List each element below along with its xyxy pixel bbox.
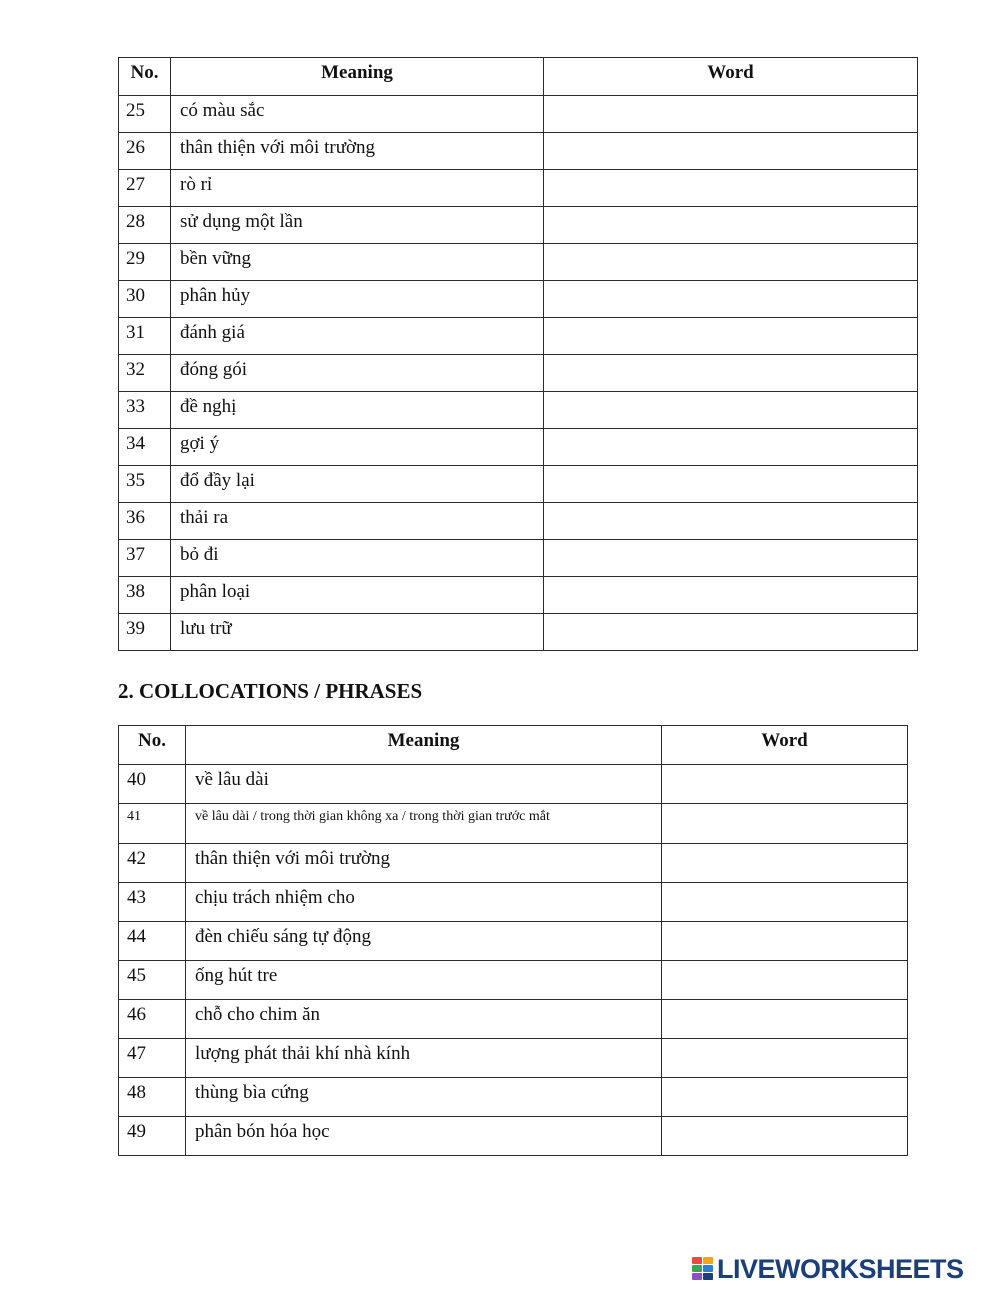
logo-square	[703, 1273, 713, 1280]
row-number: 48	[119, 1078, 186, 1117]
row-number: 27	[119, 170, 171, 207]
header-word: Word	[662, 726, 908, 765]
row-word-answer[interactable]	[662, 765, 908, 804]
table-row	[119, 429, 918, 466]
table-row	[119, 765, 908, 804]
table-row	[119, 207, 918, 244]
row-word-answer[interactable]	[662, 1000, 908, 1039]
row-meaning: về lâu dài / trong thời gian không xa / trong thời gian trước mắt	[186, 804, 662, 844]
liveworksheets-logo	[692, 1254, 964, 1284]
liveworksheets-logo-icon	[692, 1257, 714, 1281]
row-number: 29	[119, 244, 171, 281]
table-row	[119, 466, 918, 503]
header-meaning: Meaning	[171, 58, 544, 96]
section-heading: 2. COLLOCATIONS / PHRASES	[118, 679, 423, 703]
row-meaning: chịu trách nhiệm cho	[186, 883, 662, 922]
row-meaning: về lâu dài	[186, 765, 662, 804]
row-number: 40	[119, 765, 186, 804]
row-word-answer[interactable]	[544, 133, 918, 170]
row-word-answer[interactable]	[544, 614, 918, 651]
table-row	[119, 170, 918, 207]
row-number: 46	[119, 1000, 186, 1039]
row-word-answer[interactable]	[662, 844, 908, 883]
table-row	[119, 1117, 908, 1156]
header-meaning: Meaning	[186, 726, 662, 765]
row-meaning: bỏ đi	[171, 540, 544, 577]
row-word-answer[interactable]	[662, 922, 908, 961]
row-number: 35	[119, 466, 171, 503]
row-number: 31	[119, 318, 171, 355]
logo-square	[692, 1265, 702, 1272]
table-row	[119, 1039, 908, 1078]
row-number: 47	[119, 1039, 186, 1078]
row-meaning: ống hút tre	[186, 961, 662, 1000]
table-header-row	[119, 726, 908, 765]
table-row	[119, 804, 908, 844]
table-row	[119, 96, 918, 133]
table-header-row	[119, 58, 918, 96]
row-meaning: lượng phát thải khí nhà kính	[186, 1039, 662, 1078]
row-meaning: chỗ cho chim ăn	[186, 1000, 662, 1039]
row-meaning: đèn chiếu sáng tự động	[186, 922, 662, 961]
row-meaning: rò rỉ	[171, 170, 544, 207]
row-word-answer[interactable]	[662, 883, 908, 922]
row-number: 28	[119, 207, 171, 244]
row-word-answer[interactable]	[662, 1117, 908, 1156]
row-number: 41	[119, 804, 186, 844]
row-number: 38	[119, 577, 171, 614]
row-meaning: phân loại	[171, 577, 544, 614]
row-word-answer[interactable]	[662, 1078, 908, 1117]
table-row	[119, 577, 918, 614]
table-row	[119, 1000, 908, 1039]
row-number: 43	[119, 883, 186, 922]
table-row	[119, 883, 908, 922]
row-number: 39	[119, 614, 171, 651]
row-meaning: đổ đầy lại	[171, 466, 544, 503]
row-word-answer[interactable]	[544, 244, 918, 281]
vocabulary-table	[118, 57, 918, 651]
row-meaning: đóng gói	[171, 355, 544, 392]
row-word-answer[interactable]	[544, 170, 918, 207]
row-word-answer[interactable]	[544, 429, 918, 466]
row-meaning: đề nghị	[171, 392, 544, 429]
row-word-answer[interactable]	[662, 804, 908, 844]
row-word-answer[interactable]	[544, 318, 918, 355]
row-number: 32	[119, 355, 171, 392]
logo-square	[703, 1265, 713, 1272]
collocations-table	[118, 725, 908, 1156]
row-meaning: lưu trữ	[171, 614, 544, 651]
row-meaning: phân hủy	[171, 281, 544, 318]
row-meaning: đánh giá	[171, 318, 544, 355]
table-row	[119, 355, 918, 392]
table-row	[119, 318, 918, 355]
row-number: 30	[119, 281, 171, 318]
table-row	[119, 922, 908, 961]
row-meaning: bền vững	[171, 244, 544, 281]
table-row	[119, 503, 918, 540]
row-number: 25	[119, 96, 171, 133]
table-row	[119, 961, 908, 1000]
logo-text: LIVEWORKSHEETS	[717, 1254, 964, 1284]
table-row	[119, 540, 918, 577]
table-row	[119, 244, 918, 281]
logo-square	[703, 1257, 713, 1264]
row-word-answer[interactable]	[544, 466, 918, 503]
row-number: 45	[119, 961, 186, 1000]
row-number: 26	[119, 133, 171, 170]
row-number: 49	[119, 1117, 186, 1156]
row-meaning: thân thiện với môi trường	[171, 133, 544, 170]
row-word-answer[interactable]	[662, 961, 908, 1000]
row-meaning: thùng bìa cứng	[186, 1078, 662, 1117]
logo-square	[692, 1257, 702, 1264]
row-meaning: phân bón hóa học	[186, 1117, 662, 1156]
row-meaning: thân thiện với môi trường	[186, 844, 662, 883]
row-meaning: sử dụng một lần	[171, 207, 544, 244]
row-number: 33	[119, 392, 171, 429]
logo-square	[692, 1273, 702, 1280]
row-number: 42	[119, 844, 186, 883]
row-word-answer[interactable]	[544, 96, 918, 133]
row-number: 36	[119, 503, 171, 540]
table-row	[119, 614, 918, 651]
row-number: 37	[119, 540, 171, 577]
row-word-answer[interactable]	[544, 207, 918, 244]
row-number: 34	[119, 429, 171, 466]
row-word-answer[interactable]	[544, 540, 918, 577]
header-word: Word	[544, 58, 918, 96]
table-row	[119, 281, 918, 318]
table-row	[119, 844, 908, 883]
header-no: No.	[119, 58, 171, 96]
table-row	[119, 1078, 908, 1117]
row-meaning: thải ra	[171, 503, 544, 540]
row-word-answer[interactable]	[544, 577, 918, 614]
row-word-answer[interactable]	[544, 355, 918, 392]
row-word-answer[interactable]	[544, 392, 918, 429]
row-meaning: gợi ý	[171, 429, 544, 466]
table-row	[119, 133, 918, 170]
row-meaning: có màu sắc	[171, 96, 544, 133]
row-word-answer[interactable]	[662, 1039, 908, 1078]
header-no: No.	[119, 726, 186, 765]
row-word-answer[interactable]	[544, 503, 918, 540]
row-number: 44	[119, 922, 186, 961]
table-row	[119, 392, 918, 429]
row-word-answer[interactable]	[544, 281, 918, 318]
